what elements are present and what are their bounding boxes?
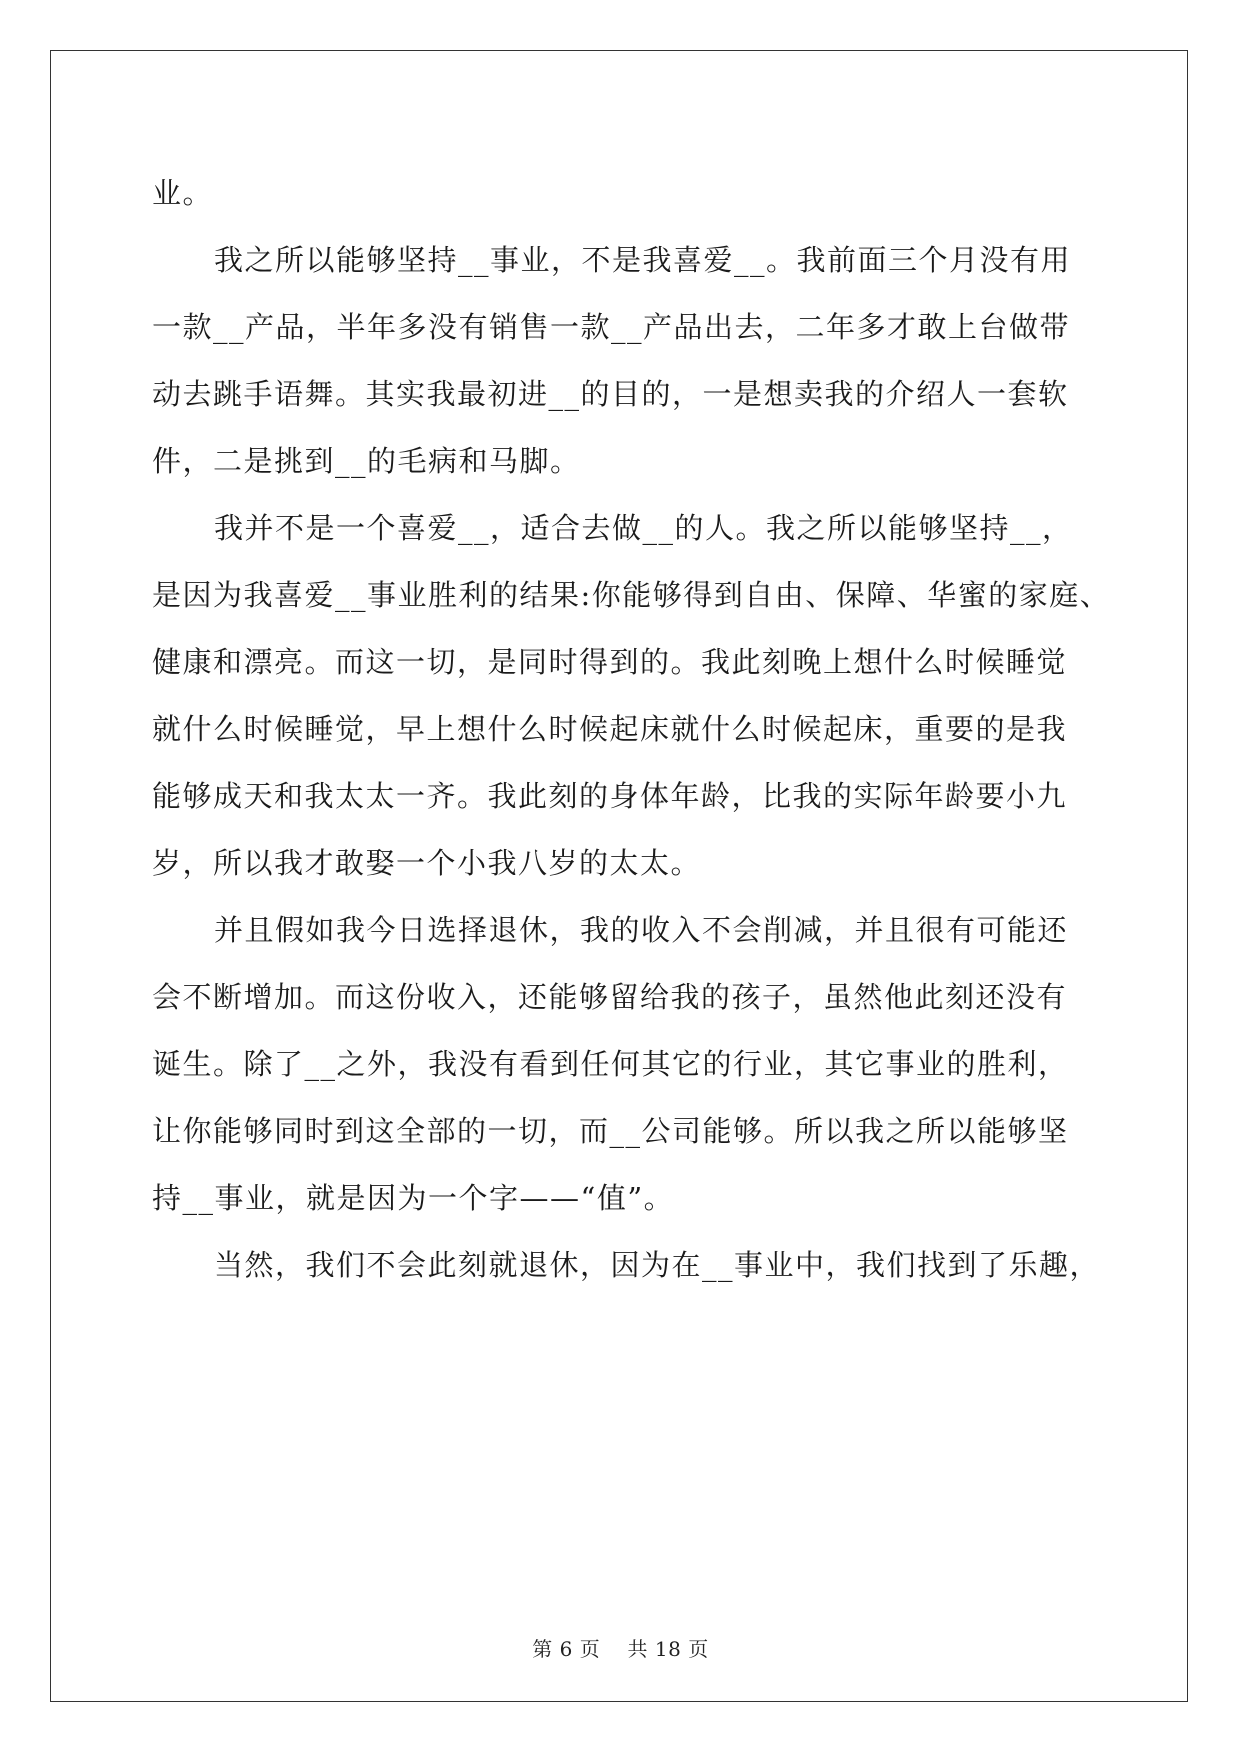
text-line: 件，二是挑到__的毛病和马脚。 bbox=[152, 444, 581, 478]
text-line: 就什么时候睡觉，早上想什么时候起床就什么时候起床，重要的是我 bbox=[152, 712, 1068, 746]
paragraph-start-line: 当然，我们不会此刻就退休，因为在__事业中，我们找到了乐趣， bbox=[214, 1248, 1101, 1282]
page-number-footer: 第 6 页 共 18 页 bbox=[532, 1637, 709, 1661]
text-line: 能够成天和我太太一齐。我此刻的身体年龄，比我的实际年龄要小九 bbox=[152, 779, 1068, 813]
paragraph-start-line: 我之所以能够坚持__事业，不是我喜爱__。我前面三个月没有用 bbox=[214, 243, 1072, 277]
document-body bbox=[152, 160, 1111, 1299]
text-line: 让你能够同时到这全部的一切，而__公司能够。所以我之所以能够坚 bbox=[152, 1114, 1069, 1148]
text-line: 持__事业，就是因为一个字——“值”。 bbox=[152, 1181, 675, 1215]
paragraph-start-line: 并且假如我今日选择退休，我的收入不会削减，并且很有可能还 bbox=[214, 913, 1069, 947]
text-line: 业。 bbox=[152, 176, 214, 210]
text-line: 会不断增加。而这份收入，还能够留给我的孩子，虽然他此刻还没有 bbox=[152, 980, 1068, 1014]
text-line: 健康和漂亮。而这一切，是同时得到的。我此刻晚上想什么时候睡觉 bbox=[152, 645, 1068, 679]
text-line: 岁，所以我才敢娶一个小我八岁的太太。 bbox=[152, 846, 702, 880]
text-line: 一款__产品，半年多没有销售一款__产品出去，二年多才敢上台做带 bbox=[152, 310, 1071, 344]
paragraph-start-line: 我并不是一个喜爱__，适合去做__的人。我之所以能够坚持__， bbox=[214, 511, 1073, 545]
text-line: 是因为我喜爱__事业胜利的结果:你能够得到自由、保障、华蜜的家庭、 bbox=[152, 578, 1111, 612]
text-line: 动去跳手语舞。其实我最初进__的目的，一是想卖我的介绍人一套软 bbox=[152, 377, 1069, 411]
text-line: 诞生。除了__之外，我没有看到任何其它的行业，其它事业的胜利， bbox=[152, 1047, 1069, 1081]
